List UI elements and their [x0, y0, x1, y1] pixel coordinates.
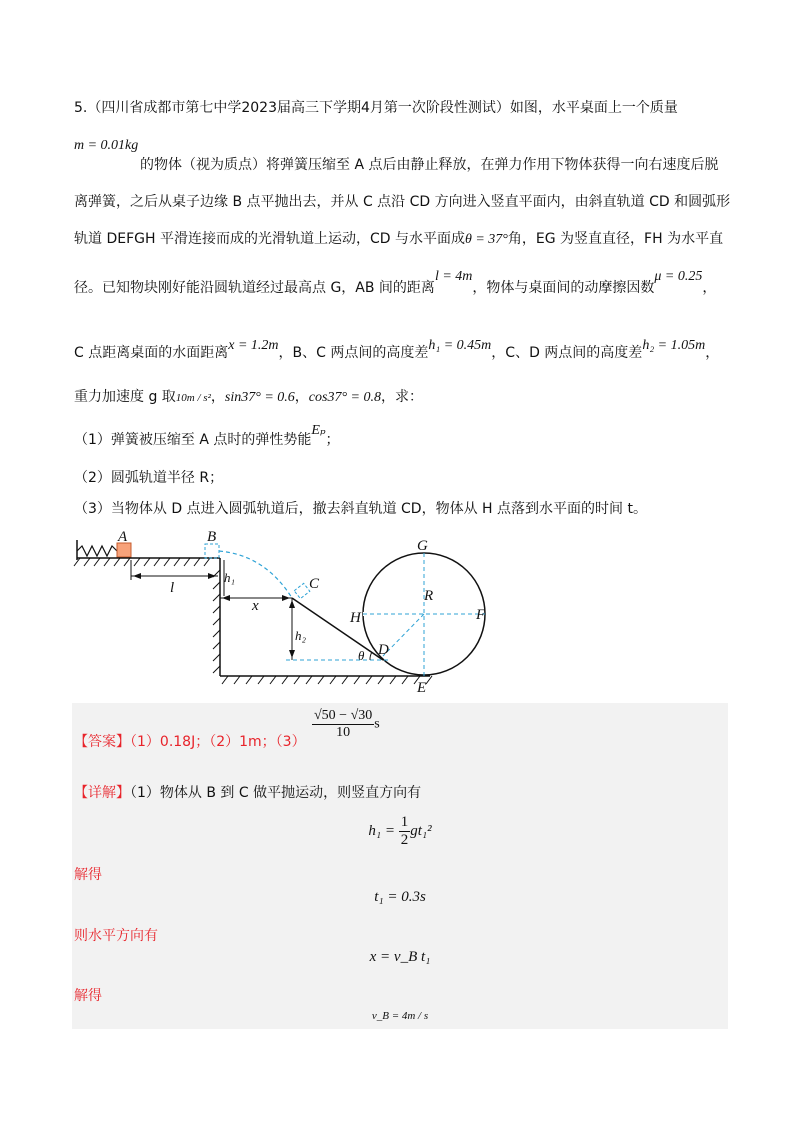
question-line-2: 的物体（视为质点）将弹簧压缩至 A 点后由静止释放，在弹力作用下物体获得一向右速度后脱	[140, 157, 719, 173]
theta-arc	[370, 652, 372, 660]
label-l: l	[170, 580, 175, 596]
question-text: 轨道 DEFGH 平滑连接而成的光滑轨道上运动，CD 与水平面成	[74, 231, 465, 247]
answer-frac-num: √50 − √30	[314, 708, 373, 723]
x-arrow-left	[222, 595, 230, 601]
question-text: C 点距离桌面的水面距离	[74, 345, 229, 361]
label-C: C	[309, 576, 320, 592]
l-arrow-right	[208, 573, 216, 579]
question-text: ，物体与桌面间的动摩擦因数	[472, 280, 655, 296]
answer-values: （1）0.18J；（2）1m；（3）	[130, 734, 306, 750]
answer-line	[74, 731, 306, 751]
label-R: R	[424, 588, 434, 604]
h2-arrow-bottom	[289, 650, 295, 658]
h2-arrow-top	[289, 600, 295, 608]
label-G: G	[417, 538, 428, 554]
answer-tag: 【答案】	[74, 734, 130, 750]
answer-panel	[72, 703, 728, 1029]
question-number: 5.	[74, 100, 88, 116]
g-formula: 10m / s²	[175, 392, 211, 404]
detail-tag: 【详解】	[74, 785, 130, 801]
question-text: 径。已知物块刚好能沿圆轨道经过最高点 G，AB 间的距离	[74, 280, 435, 296]
label-H: H	[350, 610, 361, 626]
block-B	[205, 544, 219, 558]
eq1-rhs: gt₁²	[410, 822, 432, 839]
label-E: E	[417, 680, 427, 696]
label-theta: θ	[358, 648, 365, 663]
label-D: D	[378, 642, 389, 658]
mass-formula: m = 0.01kg	[74, 138, 139, 153]
detail-intro-line	[74, 782, 421, 802]
x-formula: x = 1.2m	[228, 338, 279, 353]
label-F: F	[476, 607, 486, 623]
answer-frac-den: 10	[336, 725, 351, 740]
question-source: （四川省成都市第七中学2023届高三下学期4月第一次阶段性测试）	[87, 100, 510, 116]
equation-3: x = v_B t₁	[369, 949, 431, 965]
mu-formula: μ = 0.25	[654, 269, 703, 284]
horizontal-label: 则水平方向有	[74, 928, 158, 944]
block-C	[294, 583, 310, 598]
equation-4: v_B = 4m / s	[371, 1010, 429, 1022]
h1-formula: h₁ = 0.45m	[428, 338, 492, 353]
label-B: B	[207, 529, 217, 545]
label-h2: h₂	[295, 628, 307, 643]
question-text: ，	[294, 389, 309, 405]
x-arrow-right	[282, 595, 290, 601]
question-text: ，C、D 两点间的高度差	[491, 345, 643, 361]
sub-question-3: （3）当物体从 D 点进入圆弧轨道后，撤去斜直轨道 CD，物体从 H 点落到水平面的时间 t。	[74, 501, 647, 517]
table-hatching	[74, 558, 210, 566]
equation-1	[72, 814, 728, 849]
cos-formula: cos37° = 0.8	[308, 390, 381, 405]
label-A: A	[118, 529, 128, 545]
eq1-lhs: h₁ =	[368, 822, 399, 839]
solve-label-2: 解得	[74, 988, 102, 1004]
h2-formula: h₂ = 1.05m	[642, 338, 706, 353]
block-A	[117, 543, 131, 557]
sub-question-2: （2）圆弧轨道半径 R；	[74, 470, 224, 486]
detail-intro: （1）物体从 B 到 C 做平抛运动，则竖直方向有	[130, 785, 422, 801]
question-text: ，	[705, 345, 720, 361]
l-arrow-left	[133, 573, 141, 579]
question-text: ，B、C 两点间的高度差	[278, 345, 429, 361]
question-text: 如图，水平桌面上一个质量	[509, 100, 678, 116]
eq1-num: 1	[400, 814, 409, 830]
ground-hatching	[222, 676, 432, 684]
answer-unit: s	[374, 716, 380, 732]
eq1-den: 2	[400, 832, 409, 848]
l-formula: l = 4m	[434, 269, 473, 284]
label-h1: h₁	[224, 570, 236, 585]
question-text: （1）弹簧被压缩至 A 点时的弹性势能	[74, 432, 312, 448]
question-text: 重力加速度 g 取	[74, 389, 176, 405]
edge-hatching	[213, 570, 220, 673]
sin-formula: sin37° = 0.6	[224, 390, 295, 405]
question-text: ，	[702, 280, 717, 296]
question-text: ；	[325, 432, 340, 448]
equation-2: t₁ = 0.3s	[374, 889, 426, 905]
question-text: ，求：	[381, 389, 423, 405]
question-line-3: 离弹簧，之后从桌子边缘 B 点平抛出去，并从 C 点沿 CD 方向进入竖直平面内，由斜直轨道 CD 和圆弧形	[74, 194, 731, 210]
question-text: 角，EG 为竖直直径，FH 为水平直	[507, 231, 724, 247]
label-x: x	[252, 598, 259, 614]
radius-D	[383, 614, 424, 656]
theta-formula: θ = 37°	[464, 232, 508, 247]
answer-fraction	[312, 708, 380, 741]
spring	[77, 546, 117, 556]
ep-symbol: Eₚ	[311, 423, 326, 438]
question-text: ，	[210, 389, 225, 405]
solve-label-1: 解得	[74, 867, 102, 883]
